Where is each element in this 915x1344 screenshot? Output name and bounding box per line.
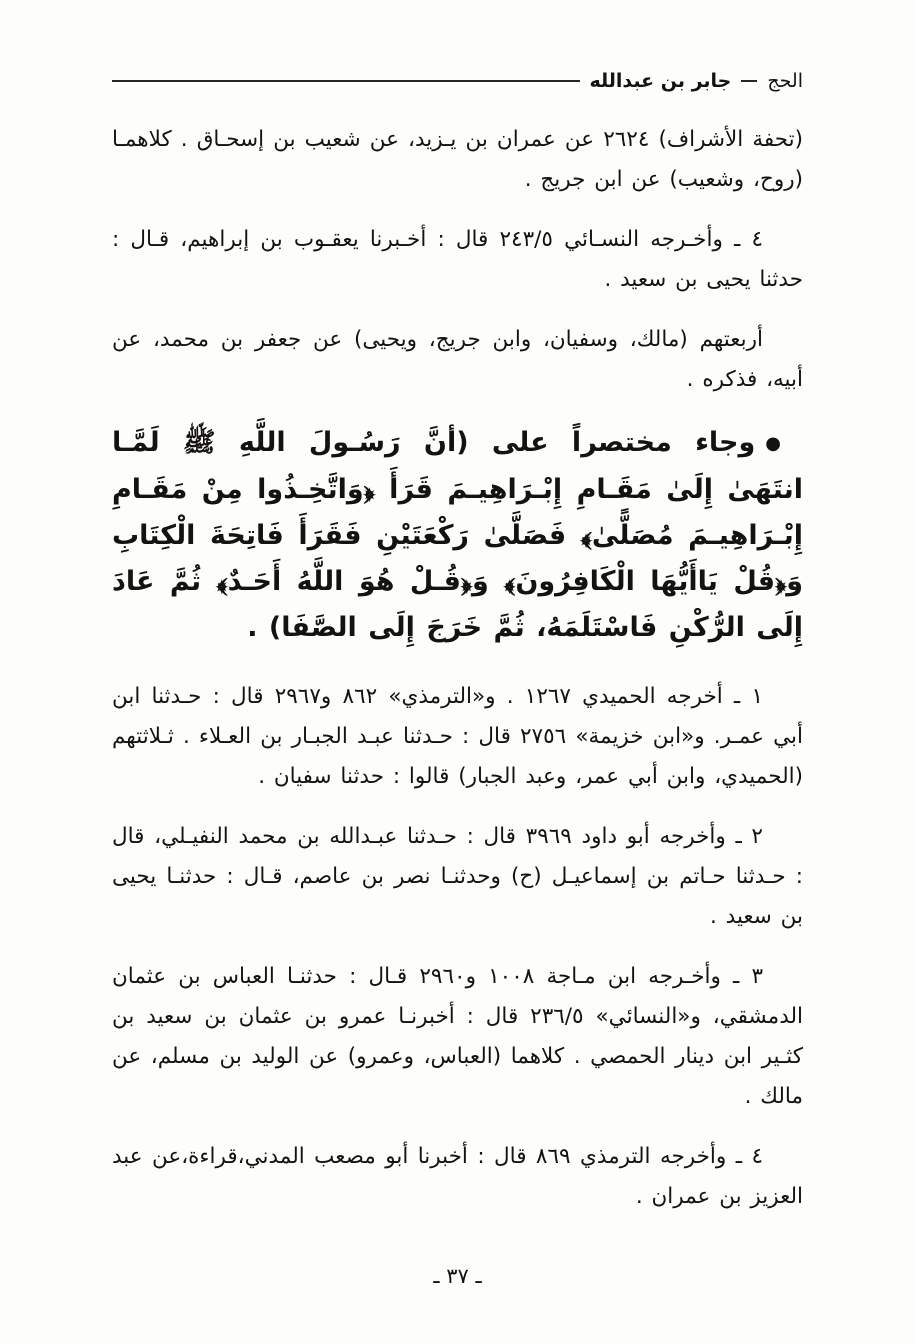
page-header [112, 70, 803, 92]
paragraph-takhrij-abu-dawud: ٢ ـ وأخرجه أبو داود ٣٩٦٩ قال : حـدثنا عبـدالله بن محمد النفيـلي، قال : حـدثنا حـاتم بن إسماعيـل (ح) وحدثنـا نصر بن عاصم، قـال : حدثنـا يحيى بن سعيد . [112, 823, 803, 929]
hadith-body: وجاء مختصراً على (أنَّ رَسُـولَ اللَّهِ ﷺ لَمَّـا انتَهَىٰ إِلَىٰ مَقَـامِ إِبْـرَاهِيـمَ قَرَأَ ﴿وَاتَّخِـذُوا مِنْ مَقَـامِ إِبْـرَاهِيـمَ مُصَلًّىٰ﴾ فَصَلَّىٰ رَكْعَتَيْنِ فَقَرَأَ فَاتِحَةَ الْكِتَابِ وَ﴿قُلْ يَاأَيُّهَا الْكَافِرُونَ﴾ وَ﴿قُـلْ هُوَ اللَّهُ أَحَـدٌ﴾ ثُمَّ عَادَ إِلَى الرُّكْنِ فَاسْتَلَمَهُ، ثُمَّ خَرَجَ إِلَى الصَّفَا) . [112, 427, 803, 643]
page-body [112, 120, 803, 1217]
paragraph-continuation-tuhfat-al-ashraf: (تحفة الأشراف) ٢٦٢٤ عن عمران بن يـزيد، عن شعيب بن إسحـاق . كلاهمـا (روح، وشعيب) عن ابن جريج . [112, 127, 803, 192]
bullet-icon: ● [765, 432, 781, 454]
page-footer [0, 1264, 915, 1288]
paragraph-takhrij-ibn-majah: ٣ ـ وأخـرجه ابن مـاجة ١٠٠٨ و٢٩٦٠ قـال : حدثنـا العباس بن عثمان الدمشقي، و«النسائي» ٢٣٦/٥ قال : أخبرنـا عمرو بن عثمان بن سعيد بن كثـير ابن دينار الحمصي . كلاهما (العباس، وعمرو) عن الوليد بن مسلم، عن مالك . [112, 963, 803, 1109]
paragraph-takhrij-tirmidhi-869: ٤ ـ وأخرجه الترمذي ٨٦٩ قال : أخبرنا أبو مصعب المدني،قراءة،عن عبد العزيز بن عمران . [112, 1143, 803, 1209]
paragraph-takhrij-nasai: ٤ ـ وأخـرجه النسـائي ٢٤٣/٥ قال : أخـبرنا يعقـوب بن إبراهيم، قـال : حدثنا يحيى بن سعيد . [112, 227, 803, 292]
header-rule-short [741, 80, 757, 82]
header-rule-long [112, 80, 580, 82]
hadith-text [112, 420, 803, 651]
page-number: ـ ٣٧ ـ [433, 1264, 482, 1288]
header-narrator-title: جابر بن عبدالله [589, 70, 732, 92]
paragraph-takhrij-humaydi-tirmidhi: ١ ـ أخرجه الحميدي ١٢٦٧ . و«الترمذي» ٨٦٢ و٢٩٦٧ قال : حـدثنا ابن أبي عمـر. و«ابن خزيمة» ٢٧٥٦ قال : حـدثنا عبـد الجبـار بن العـلاء . ثـلاثتهم (الحميدي، وابن أبي عمر، وعبد الجبار) قالوا : حدثنا سفيان . [112, 683, 804, 789]
header-chapter-title: الحج [767, 70, 803, 92]
paragraph-isnad-summary: أربعتهم (مالك، وسفيان، وابن جريج، ويحيى) عن جعفر بن محمد، عن أبيه، فذكره . [112, 327, 803, 392]
